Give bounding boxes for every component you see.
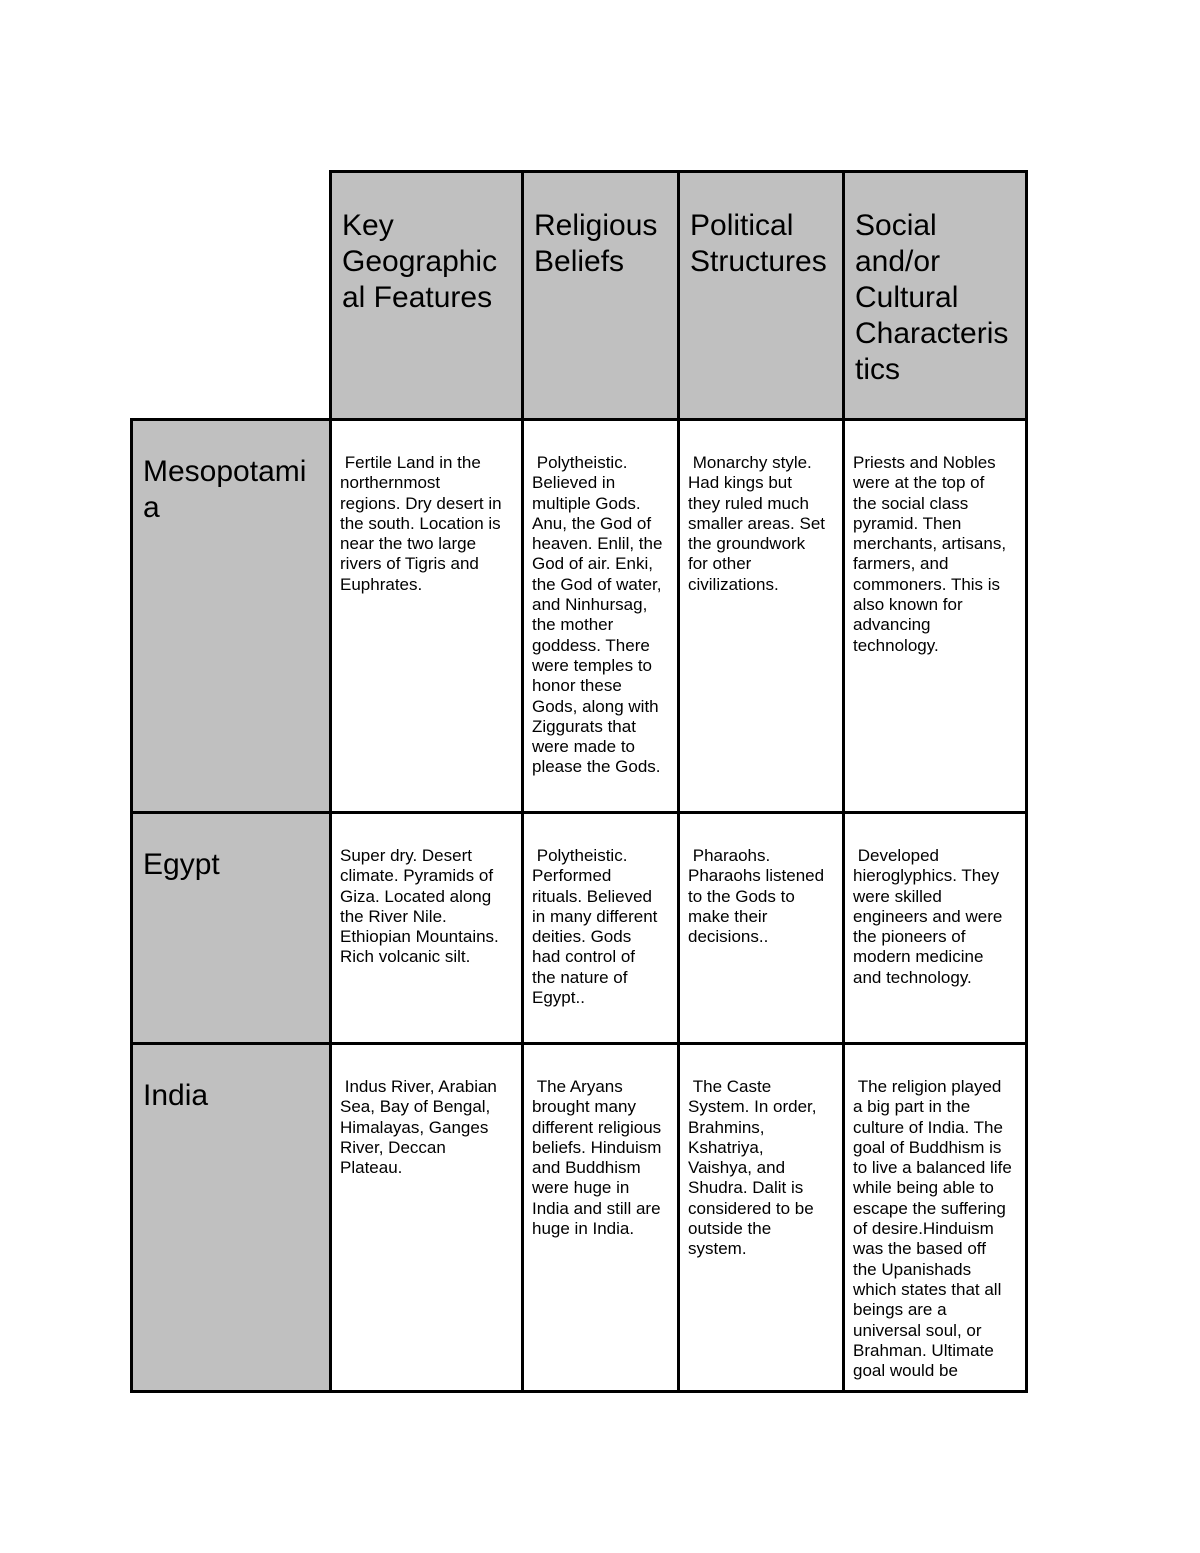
table-cell (842, 418, 1028, 814)
table-cell (677, 1042, 845, 1393)
row-label-india: India (143, 1079, 209, 1112)
header-label-politics: Political Structures (690, 209, 827, 278)
header-label-geography: Key Geographic al Features (342, 209, 498, 314)
header-cell-politics (677, 170, 845, 421)
row-label-egypt: Egypt (143, 848, 220, 881)
table-cell (521, 811, 680, 1045)
cell-text: Polytheistic. Performed rituals. Believed in many different deities. Gods had control of the nature of Egypt.. (532, 846, 658, 1008)
cell-text: The religion played a big part in the culture of India. The goal of Buddhism is to live a balanced life while being able to escape the suffering of desire.Hinduism was the based off the Upanishads which states that all beings are a universal soul, or Brahman. Ultimate goal would be (853, 1077, 1012, 1381)
row-label-cell-egypt (130, 811, 332, 1045)
table-cell (521, 1042, 680, 1393)
cell-text: The Caste System. In order, Brahmins, Kshatriya, Vaishya, and Shudra. Dalit is considered to be outside the system. (688, 1077, 817, 1259)
table-cell (329, 418, 524, 814)
civilizations-comparison-table (130, 170, 1028, 1393)
cell-text: Developed hieroglyphics. They were skilled engineers and were the pioneers of modern medicine and technology. (853, 846, 1003, 987)
header-label-religion: Religious Beliefs (534, 209, 658, 278)
row-label-mesopotamia: Mesopotami a (143, 455, 307, 524)
row-label-cell-india (130, 1042, 332, 1393)
header-cell-geography (329, 170, 524, 421)
cell-text: Polytheistic. Believed in multiple Gods. Anu, the God of heaven. Enlil, the God of air. Enki, the God of water, and Ninhursag, the mother goddess. There were temples to honor these Gods, along with Ziggurats that were made to please the Gods. (532, 453, 663, 777)
cell-text: Priests and Nobles were at the top of the social class pyramid. Then merchants, artisans, farmers, and commoners. This is also known for advancing technology. (853, 453, 1007, 655)
table-cell (677, 418, 845, 814)
table-cell (521, 418, 680, 814)
table-cell (329, 811, 524, 1045)
cell-text: The Aryans brought many different religious beliefs. Hinduism and Buddhism were huge in India and still are huge in India. (532, 1077, 662, 1239)
cell-text: Indus River, Arabian Sea, Bay of Bengal, Himalayas, Ganges River, Deccan Plateau. (340, 1077, 497, 1178)
row-label-cell-mesopotamia (130, 418, 332, 814)
cell-text: Monarchy style. Had kings but they ruled much smaller areas. Set the groundwork for other civilizations. (688, 453, 825, 594)
cell-text: Pharaohs. Pharaohs listened to the Gods to make their decisions.. (688, 846, 825, 947)
table-cell (842, 1042, 1028, 1393)
header-cell-social (842, 170, 1028, 421)
table-cell (677, 811, 845, 1045)
cell-text: Fertile Land in the northernmost regions. Dry desert in the south. Location is near the two large rivers of Tigris and Euphrates. (340, 453, 502, 594)
table-cell (329, 1042, 524, 1393)
table-cell (842, 811, 1028, 1045)
header-cell-religion (521, 170, 680, 421)
header-label-social: Social and/or Cultural Characteris tics (855, 209, 1009, 386)
cell-text: Super dry. Desert climate. Pyramids of Giza. Located along the River Nile. Ethiopian Mountains. Rich volcanic silt. (340, 846, 499, 967)
